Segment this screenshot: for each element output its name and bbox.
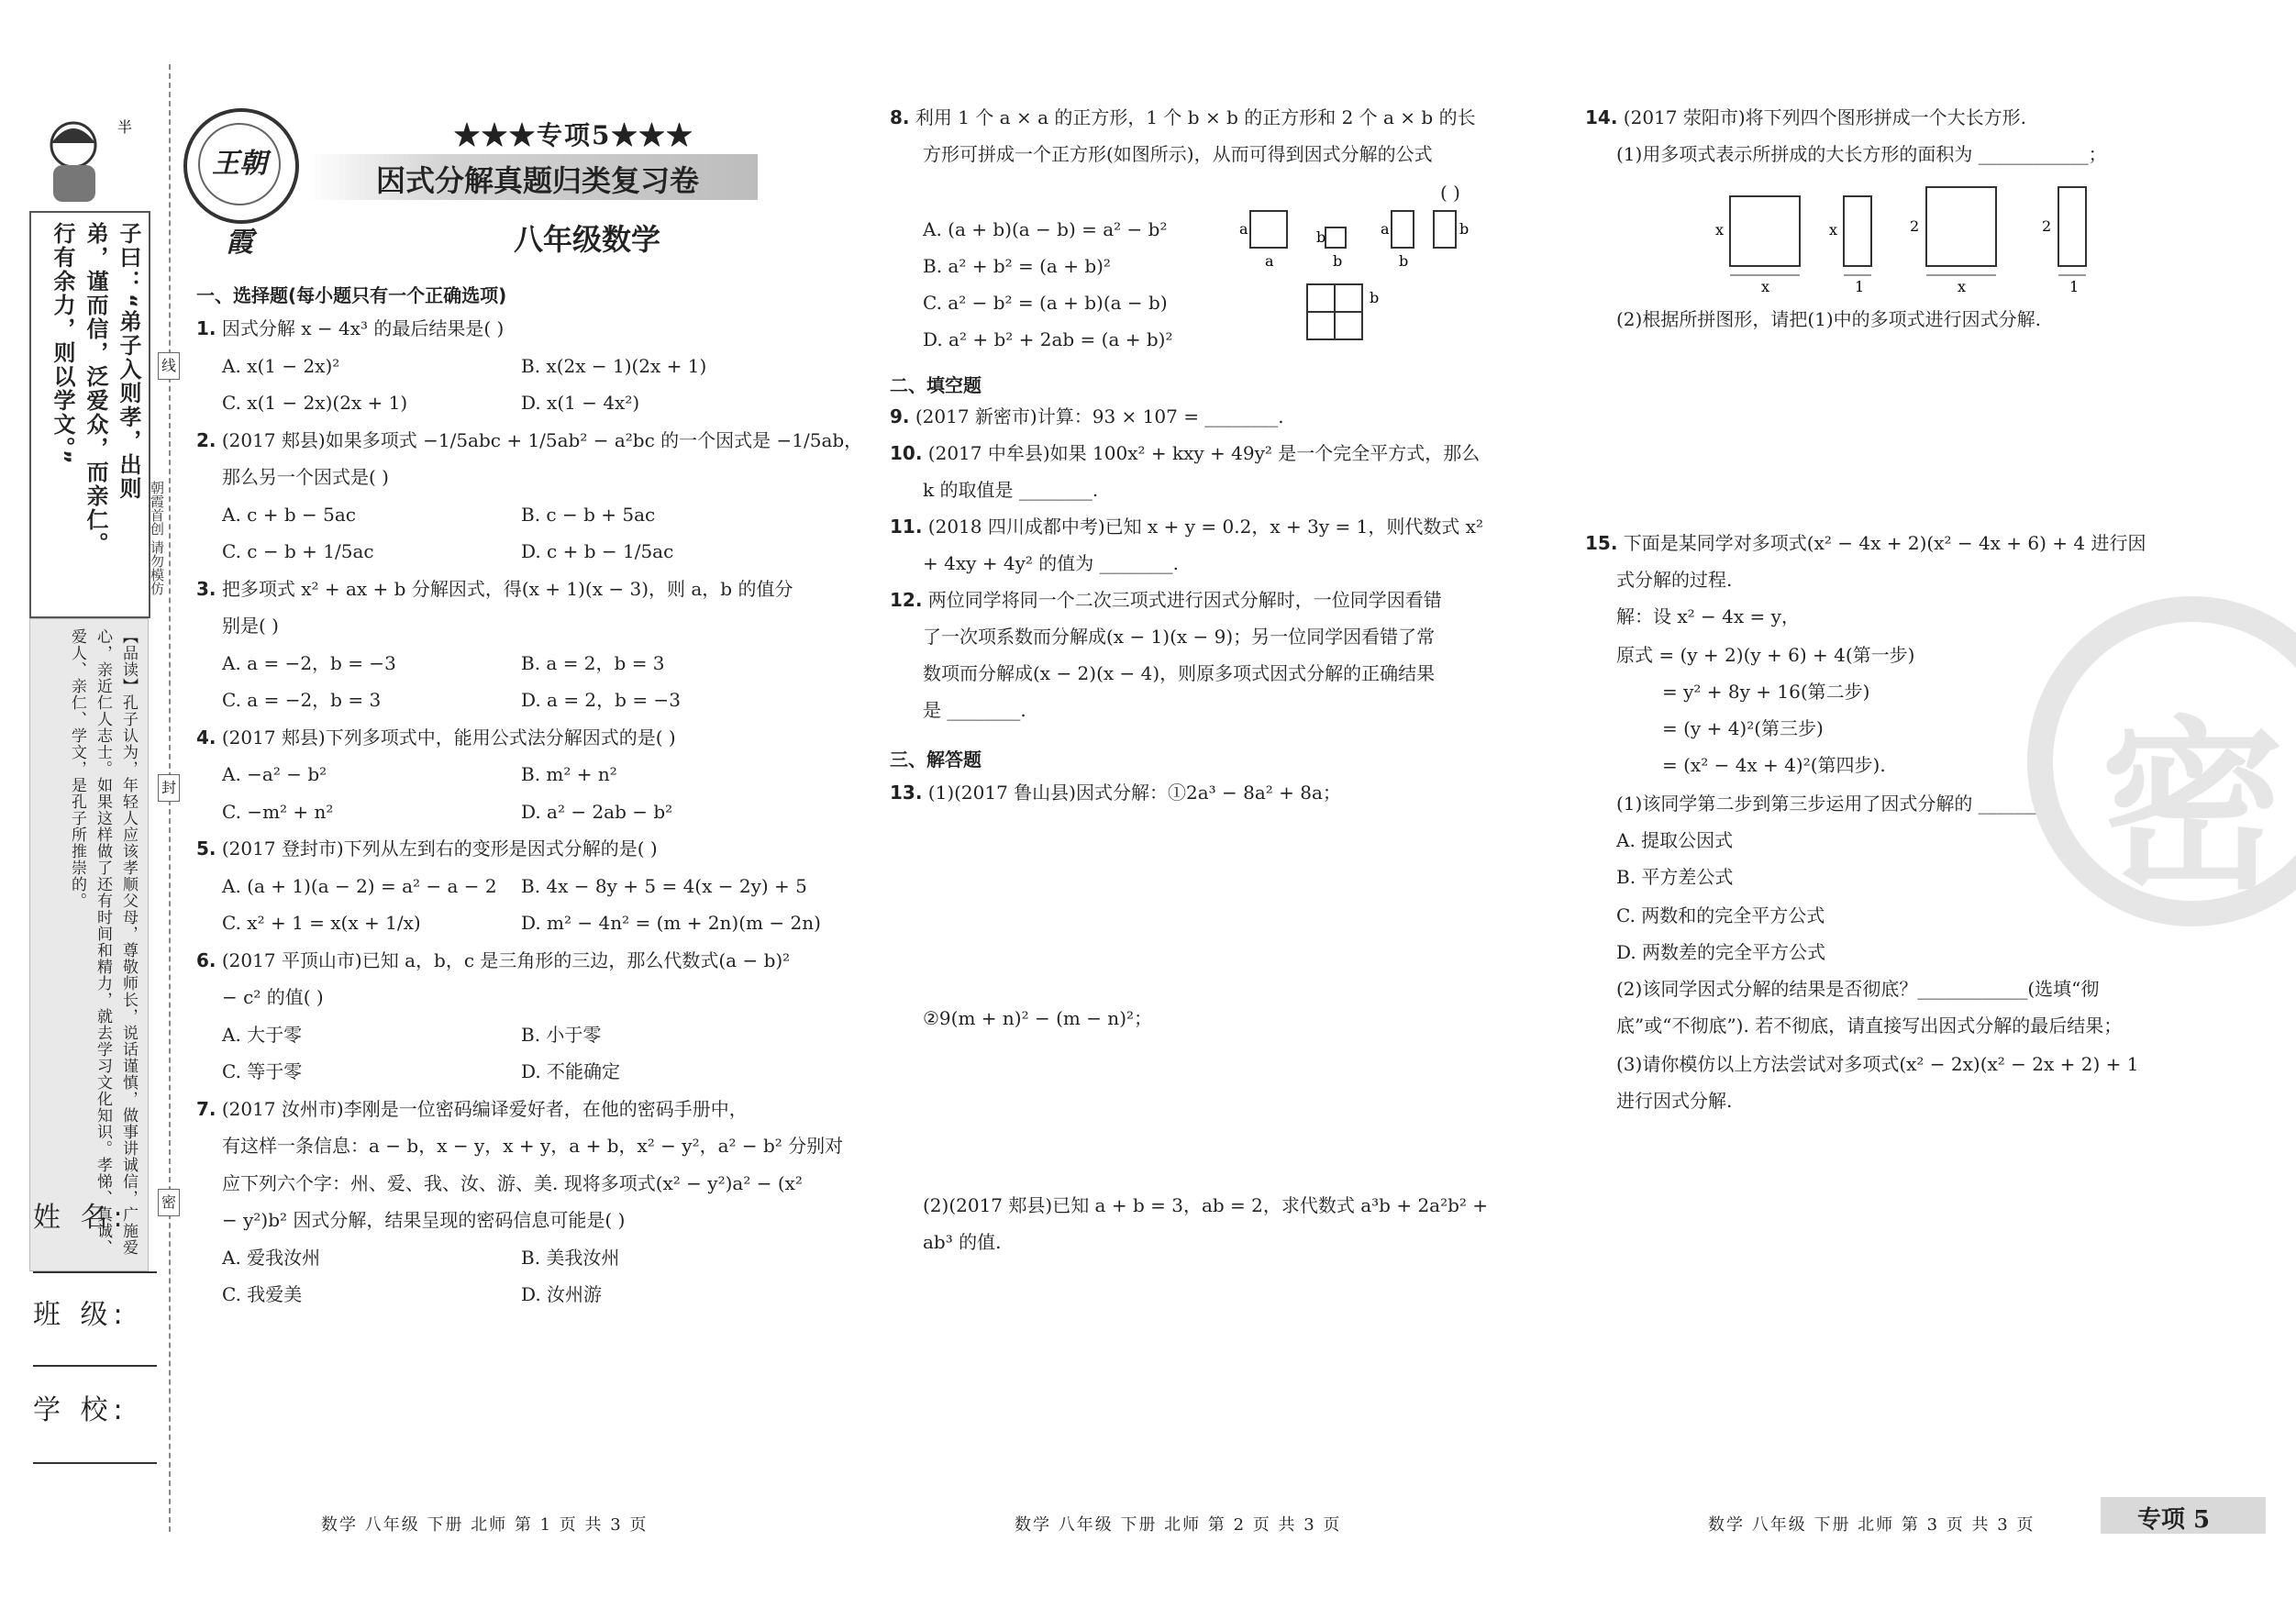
question-line bbox=[1616, 567, 1732, 593]
question-text: A. −a² − b² bbox=[222, 763, 327, 785]
question-text: D. 不能确定 bbox=[521, 1060, 621, 1082]
question-15 bbox=[1585, 530, 2146, 556]
question-line bbox=[222, 613, 279, 638]
question-text: 下面是某同学对多项式(x² − 4x + 2)(x² − 4x + 6) + 4 进行因 bbox=[1623, 532, 2146, 554]
question-line bbox=[923, 253, 1111, 279]
question-line bbox=[222, 1170, 803, 1196]
question-text: (1)(2017 鲁山县)因式分解：①2a³ − 8a² + 8a； bbox=[927, 782, 1341, 804]
question-number: 1. bbox=[196, 317, 216, 339]
question-number: 5. bbox=[196, 837, 216, 859]
quote-line-3: 行有余力，则以学文。” bbox=[50, 222, 75, 466]
question-line bbox=[521, 873, 807, 899]
question-text: C. c − b + 1/5ac bbox=[222, 540, 374, 562]
footer-page-2: 数学 八年级 下册 北师 第 2 页 共 3 页 bbox=[1015, 1515, 1342, 1535]
question-line bbox=[521, 799, 672, 825]
question-line bbox=[521, 538, 673, 564]
question-text: = (y + 4)²(第三步) bbox=[1662, 717, 1824, 739]
question-text: A. x(1 − 2x)² bbox=[222, 354, 340, 377]
question-text: A. 爱我汝州 bbox=[222, 1246, 321, 1269]
question-line bbox=[923, 290, 1168, 316]
question-text: B. 美我汝州 bbox=[521, 1246, 620, 1269]
question-11 bbox=[890, 514, 1483, 539]
question-text: A. (a + 1)(a − 2) = a² − a − 2 bbox=[222, 874, 497, 897]
question-text: C. 等于零 bbox=[222, 1060, 303, 1082]
question-text: B. x(2x − 1)(2x + 1) bbox=[521, 354, 707, 377]
question-text: 应下列六个字：州、爱、我、汝、游、美. 现将多项式(x² − y²)a² − (x² bbox=[222, 1171, 803, 1194]
question-text: D. x(1 − 4x²) bbox=[521, 392, 640, 414]
fig14-label: 2 bbox=[1910, 217, 1920, 235]
question-number: 13. bbox=[890, 782, 923, 804]
question-text: D. 汝州游 bbox=[521, 1283, 603, 1305]
question-line bbox=[923, 216, 1167, 242]
question-line bbox=[1616, 791, 2070, 816]
question-text: C. 我爱美 bbox=[222, 1283, 303, 1305]
cut-mark-1: 线 bbox=[158, 352, 180, 380]
question-line bbox=[923, 1005, 1152, 1031]
question-7 bbox=[196, 1096, 748, 1122]
question-text: 了一次项系数而分解成(x − 1)(x − 9)；另一位同学因看错了常 bbox=[923, 626, 1436, 648]
question-line bbox=[222, 502, 356, 527]
question-line bbox=[222, 687, 381, 713]
question-line bbox=[521, 502, 655, 527]
fig8-label: a bbox=[1239, 220, 1248, 238]
question-text: D. 两数差的完全平方公式 bbox=[1616, 941, 1826, 963]
question-text: D. a² + b² + 2ab = (a + b)² bbox=[923, 328, 1173, 350]
question-14 bbox=[1585, 105, 2026, 130]
question-text: D. c + b − 1/5ac bbox=[521, 540, 674, 562]
quote-line-2: 弟，谨而信，泛爱众，而亲仁。 bbox=[83, 222, 108, 556]
question-text: (1)该同学第二步到第三步运用了因式分解的 ________； bbox=[1616, 793, 2070, 815]
question-9 bbox=[890, 404, 1284, 429]
pindu-line-2: 心，亲近仁人志士。如果这样做了还有时间和精力，就去学习文化知识。孝悌、真诚、 bbox=[94, 628, 112, 1256]
question-line bbox=[521, 1245, 619, 1270]
fig14-label: 1 bbox=[1855, 278, 1865, 295]
question-3 bbox=[196, 576, 793, 602]
question-line bbox=[222, 799, 333, 825]
question-text: (2017 郏县)下列多项式中，能用公式法分解因式的是( ) bbox=[221, 726, 676, 749]
question-number: 12. bbox=[890, 589, 923, 611]
quote-line-1: 子曰：“弟子入则孝，出则 bbox=[116, 222, 141, 501]
question-text: (2017 荥阳市)将下列四个图形拼成一个大长方形. bbox=[1623, 106, 2027, 128]
question-8 bbox=[890, 105, 1476, 130]
quote-box bbox=[29, 211, 150, 618]
fig14-label: x bbox=[1761, 278, 1770, 295]
question-line bbox=[1616, 939, 1825, 965]
fig14-label: x bbox=[1958, 278, 1967, 295]
svg-text:半: 半 bbox=[116, 118, 133, 136]
question-text: 那么另一个因式是( ) bbox=[222, 466, 389, 488]
figure-q14 bbox=[1706, 180, 2128, 299]
question-text: A. 提取公因式 bbox=[1616, 829, 1734, 851]
question-line bbox=[222, 538, 374, 564]
question-text: D. a² − 2ab − b² bbox=[521, 800, 673, 823]
question-text: D. a = 2，b = −3 bbox=[521, 689, 681, 711]
question-text: B. 小于零 bbox=[521, 1023, 602, 1046]
fig8-label: a bbox=[1265, 252, 1274, 270]
question-text: 式分解的过程. bbox=[1616, 569, 1733, 591]
bottom-tag: 专项 5 bbox=[2137, 1506, 2211, 1534]
fig8-label: b bbox=[1459, 220, 1470, 238]
question-number: 11. bbox=[890, 516, 923, 538]
page-title: 因式分解真题归类复习卷 bbox=[376, 163, 700, 198]
question-text: (2)该同学因式分解的结果是否彻底？____________(选填“彻 bbox=[1616, 978, 2100, 1000]
question-text: (2017 平顶山市)已知 a，b，c 是三角形的三边，那么代数式(a − b)² bbox=[221, 948, 791, 971]
question-number: 6. bbox=[196, 948, 216, 971]
question-line bbox=[222, 1133, 843, 1159]
fig8-label: b bbox=[1399, 252, 1409, 270]
question-line bbox=[1616, 864, 1733, 890]
question-line bbox=[1616, 903, 1825, 928]
question-text: 利用 1 个 a × a 的正方形，1 个 b × b 的正方形和 2 个 a × b 的长 bbox=[915, 106, 1476, 128]
question-text: 数项而分解成(x − 2)(x − 4)，则原多项式因式分解的正确结果 bbox=[923, 662, 1436, 684]
question-line bbox=[521, 650, 665, 676]
question-text: 是 ________. bbox=[923, 699, 1026, 721]
question-text: (2017 郏县)如果多项式 −1/5abc + 1/5ab² − a²bc 的一个因式是 −1/5ab， bbox=[221, 428, 863, 451]
fig8-label: b bbox=[1316, 228, 1326, 246]
fig14-label: x bbox=[1829, 221, 1838, 238]
question-number: 2. bbox=[196, 428, 216, 451]
question-text: B. a² + b² = (a + b)² bbox=[923, 255, 1111, 277]
series-label: ★★★专项5★★★ bbox=[454, 120, 694, 150]
question-text: 有这样一条信息：a − b，x − y，x + y，a + b，x² − y²，a² − b² 分别对 bbox=[222, 1135, 844, 1157]
question-line bbox=[222, 464, 389, 490]
question-text: = y² + 8y + 16(第二步) bbox=[1662, 681, 1870, 703]
question-text: A. c + b − 5ac bbox=[222, 503, 356, 526]
question-line bbox=[923, 697, 1026, 723]
pindu-box bbox=[29, 618, 149, 1271]
question-line bbox=[222, 1245, 320, 1270]
question-line bbox=[222, 910, 421, 936]
question-number: 9. bbox=[890, 405, 910, 427]
class-label: 班 级: bbox=[33, 1299, 128, 1331]
question-number: 7. bbox=[196, 1097, 216, 1120]
question-line bbox=[923, 1229, 1001, 1255]
cut-mark-2: 封 bbox=[158, 774, 180, 802]
question-text: (2017 中牟县)如果 100x² + kxy + 49y² 是一个完全平方式，那么 bbox=[927, 442, 1481, 464]
question-6 bbox=[196, 948, 790, 973]
question-line bbox=[1616, 642, 1914, 668]
question-text: C. −m² + n² bbox=[222, 800, 334, 823]
question-line bbox=[1616, 1051, 2138, 1077]
question-line bbox=[521, 390, 639, 416]
question-line bbox=[1616, 1013, 2122, 1038]
question-line bbox=[1662, 715, 1824, 741]
figure-q8 bbox=[1234, 200, 1472, 374]
footer-page-3: 数学 八年级 下册 北师 第 3 页 共 3 页 bbox=[1708, 1515, 2035, 1535]
question-text: (2)根据所拼图形，请把(1)中的多项式进行因式分解. bbox=[1616, 308, 2042, 330]
question-5 bbox=[196, 836, 658, 861]
question-text: 解：设 x² − 4x = y， bbox=[1616, 605, 1800, 627]
school-line[interactable] bbox=[33, 1462, 157, 1464]
question-line bbox=[1616, 306, 2041, 332]
fig8-label: b bbox=[1370, 289, 1380, 306]
question-text: (1)用多项式表示所拼成的大长方形的面积为 ____________； bbox=[1616, 143, 2107, 165]
question-text: (2)(2017 郏县)已知 a + b = 3，ab = 2，求代数式 a³b + 2a²b² + bbox=[923, 1194, 1489, 1216]
question-text: C. x(1 − 2x)(2x + 1) bbox=[222, 392, 408, 414]
question-line bbox=[222, 390, 407, 416]
question-text: − y²)b² 因式分解，结果呈现的密码信息可能是( ) bbox=[222, 1209, 626, 1231]
section-choice: 一、选择题(每小题只有一个正确选项) bbox=[196, 284, 507, 306]
question-line bbox=[521, 687, 681, 713]
question-line bbox=[1662, 752, 1886, 778]
question-text: = (x² − 4x + 4)²(第四步). bbox=[1662, 754, 1886, 776]
question-line bbox=[222, 1022, 302, 1048]
name-label: 姓 名: bbox=[33, 1202, 128, 1234]
question-text: B. 4x − 8y + 5 = 4(x − 2y) + 5 bbox=[521, 874, 807, 897]
question-text: ②9(m + n)² − (m − n)²； bbox=[923, 1007, 1153, 1029]
confucius-avatar-icon bbox=[29, 108, 147, 207]
question-line bbox=[521, 910, 821, 936]
question-line bbox=[222, 984, 324, 1010]
question-text: + 4xy + 4y² 的值为 ________. bbox=[923, 552, 1180, 574]
question-line bbox=[222, 1059, 302, 1084]
school-label: 学 校: bbox=[33, 1394, 128, 1426]
fig14-label: 1 bbox=[2069, 278, 2080, 295]
question-line bbox=[222, 1281, 302, 1307]
question-text: ab³ 的值. bbox=[923, 1231, 1002, 1253]
question-13 bbox=[890, 780, 1341, 805]
section-answer: 三、解答题 bbox=[890, 749, 982, 771]
seal-char: 密 bbox=[2101, 699, 2285, 915]
question-text: A. (a + b)(a − b) = a² − b² bbox=[923, 218, 1168, 240]
question-text: B. a = 2，b = 3 bbox=[521, 651, 665, 674]
question-1 bbox=[196, 316, 504, 341]
cut-mark-3: 密 bbox=[158, 1189, 180, 1216]
question-text: B. m² + n² bbox=[521, 763, 617, 785]
question-10 bbox=[890, 440, 1480, 466]
question-line bbox=[222, 761, 327, 787]
question-text: A. 大于零 bbox=[222, 1023, 303, 1046]
question-line bbox=[923, 1192, 1488, 1218]
question-line bbox=[923, 624, 1435, 649]
question-line bbox=[222, 353, 339, 379]
question-4 bbox=[196, 725, 676, 750]
question-text: 原式 = (y + 2)(y + 6) + 4(第一步) bbox=[1616, 644, 1915, 666]
question-line bbox=[923, 327, 1173, 352]
question-text: B. c − b + 5ac bbox=[521, 503, 656, 526]
question-line bbox=[923, 550, 1179, 576]
question-text: 因式分解 x − 4x³ 的最后结果是( ) bbox=[221, 317, 505, 339]
question-line bbox=[1616, 604, 1800, 629]
question-2 bbox=[196, 427, 862, 453]
question-line bbox=[1616, 827, 1733, 853]
side-note: 朝霞首创 请勿模仿 bbox=[149, 481, 165, 595]
question-number: 4. bbox=[196, 726, 216, 749]
question-text: C. a = −2，b = 3 bbox=[222, 689, 382, 711]
question-12 bbox=[890, 587, 1442, 613]
question-text: B. 平方差公式 bbox=[1616, 866, 1734, 888]
question-text: (2017 新密市)计算：93 × 107 = ________. bbox=[915, 405, 1284, 427]
question-text: − c² 的值( ) bbox=[222, 986, 324, 1008]
question-line bbox=[521, 1281, 602, 1307]
question-line bbox=[521, 1022, 601, 1048]
question-line bbox=[222, 1207, 625, 1233]
question-line bbox=[923, 141, 1433, 167]
question-text: D. m² − 4n² = (m + 2n)(m − 2n) bbox=[521, 912, 821, 934]
question-text: C. x² + 1 = x(x + 1/x) bbox=[222, 912, 421, 934]
fig14-label: 2 bbox=[2042, 217, 2052, 235]
footer-page-1: 数学 八年级 下册 北师 第 1 页 共 3 页 bbox=[321, 1515, 649, 1535]
question-text: (2017 汝州市)李刚是一位密码编译爱好者，在他的密码手册中， bbox=[221, 1097, 748, 1120]
question-line bbox=[1616, 141, 2107, 167]
question-text: (2017 登封市)下列从左到右的变形是因式分解的是( ) bbox=[221, 837, 658, 859]
question-text: C. a² − b² = (a + b)(a − b) bbox=[923, 292, 1168, 314]
question-line bbox=[1662, 679, 1869, 704]
question-line bbox=[222, 873, 497, 899]
name-line[interactable] bbox=[33, 1271, 157, 1273]
question-line bbox=[521, 761, 617, 787]
question-number: 3. bbox=[196, 577, 216, 600]
pindu-line-3: 爱人、亲仁、学文，是孔子所推崇的。 bbox=[68, 628, 86, 909]
question-text: C. 两数和的完全平方公式 bbox=[1616, 904, 1825, 926]
question-line bbox=[521, 353, 706, 379]
question-text: k 的取值是 ________. bbox=[923, 479, 1099, 501]
logo-icon bbox=[183, 108, 299, 259]
fig14-label: x bbox=[1715, 221, 1725, 238]
logo-text: 王朝霞 bbox=[198, 123, 281, 205]
question-text: 两位同学将同一个二次三项式进行因式分解时，一位同学因看错 bbox=[927, 589, 1442, 611]
question-text: 进行因式分解. bbox=[1616, 1090, 1733, 1112]
question-line bbox=[521, 1059, 620, 1084]
fig8-label: a bbox=[1381, 220, 1390, 238]
question-line bbox=[222, 650, 396, 676]
question-number: 14. bbox=[1585, 106, 1618, 128]
fig8-label: b bbox=[1333, 252, 1343, 270]
class-line[interactable] bbox=[33, 1365, 157, 1367]
question-text: (3)请你模仿以上方法尝试对多项式(x² − 2x)(x² − 2x + 2) + 1 bbox=[1616, 1053, 2139, 1075]
pindu-line-1: 【品读】孔子认为，年轻人应该孝顺父母，尊敬师长，说话谨慎，做事讲诚信，广施爱 bbox=[119, 628, 138, 1256]
page-subtitle: 八年级数学 bbox=[514, 222, 661, 257]
question-number: 15. bbox=[1585, 532, 1618, 554]
question-text: 把多项式 x² + ax + b 分解因式，得(x + 1)(x − 3)，则 a，b 的值分 bbox=[221, 577, 793, 600]
question-number: 8. bbox=[890, 106, 910, 128]
question-text: ( ) bbox=[1440, 182, 1460, 204]
question-text: (2018 四川成都中考)已知 x + y = 0.2，x + 3y = 1，则代数式 x² bbox=[927, 516, 1483, 538]
question-text: 别是( ) bbox=[222, 615, 279, 637]
question-text: A. a = −2，b = −3 bbox=[222, 651, 396, 674]
section-fill: 二、填空题 bbox=[890, 374, 982, 396]
question-line bbox=[923, 477, 1098, 503]
question-text: 底”或“不彻底”). 若不彻底，请直接写出因式分解的最后结果； bbox=[1616, 1015, 2123, 1037]
question-text: 方形可拼成一个正方形(如图所示)，从而可得到因式分解的公式 bbox=[923, 143, 1433, 165]
question-line bbox=[1616, 1088, 1732, 1114]
question-line bbox=[923, 660, 1435, 686]
question-number: 10. bbox=[890, 442, 923, 464]
question-line bbox=[1616, 976, 2099, 1002]
